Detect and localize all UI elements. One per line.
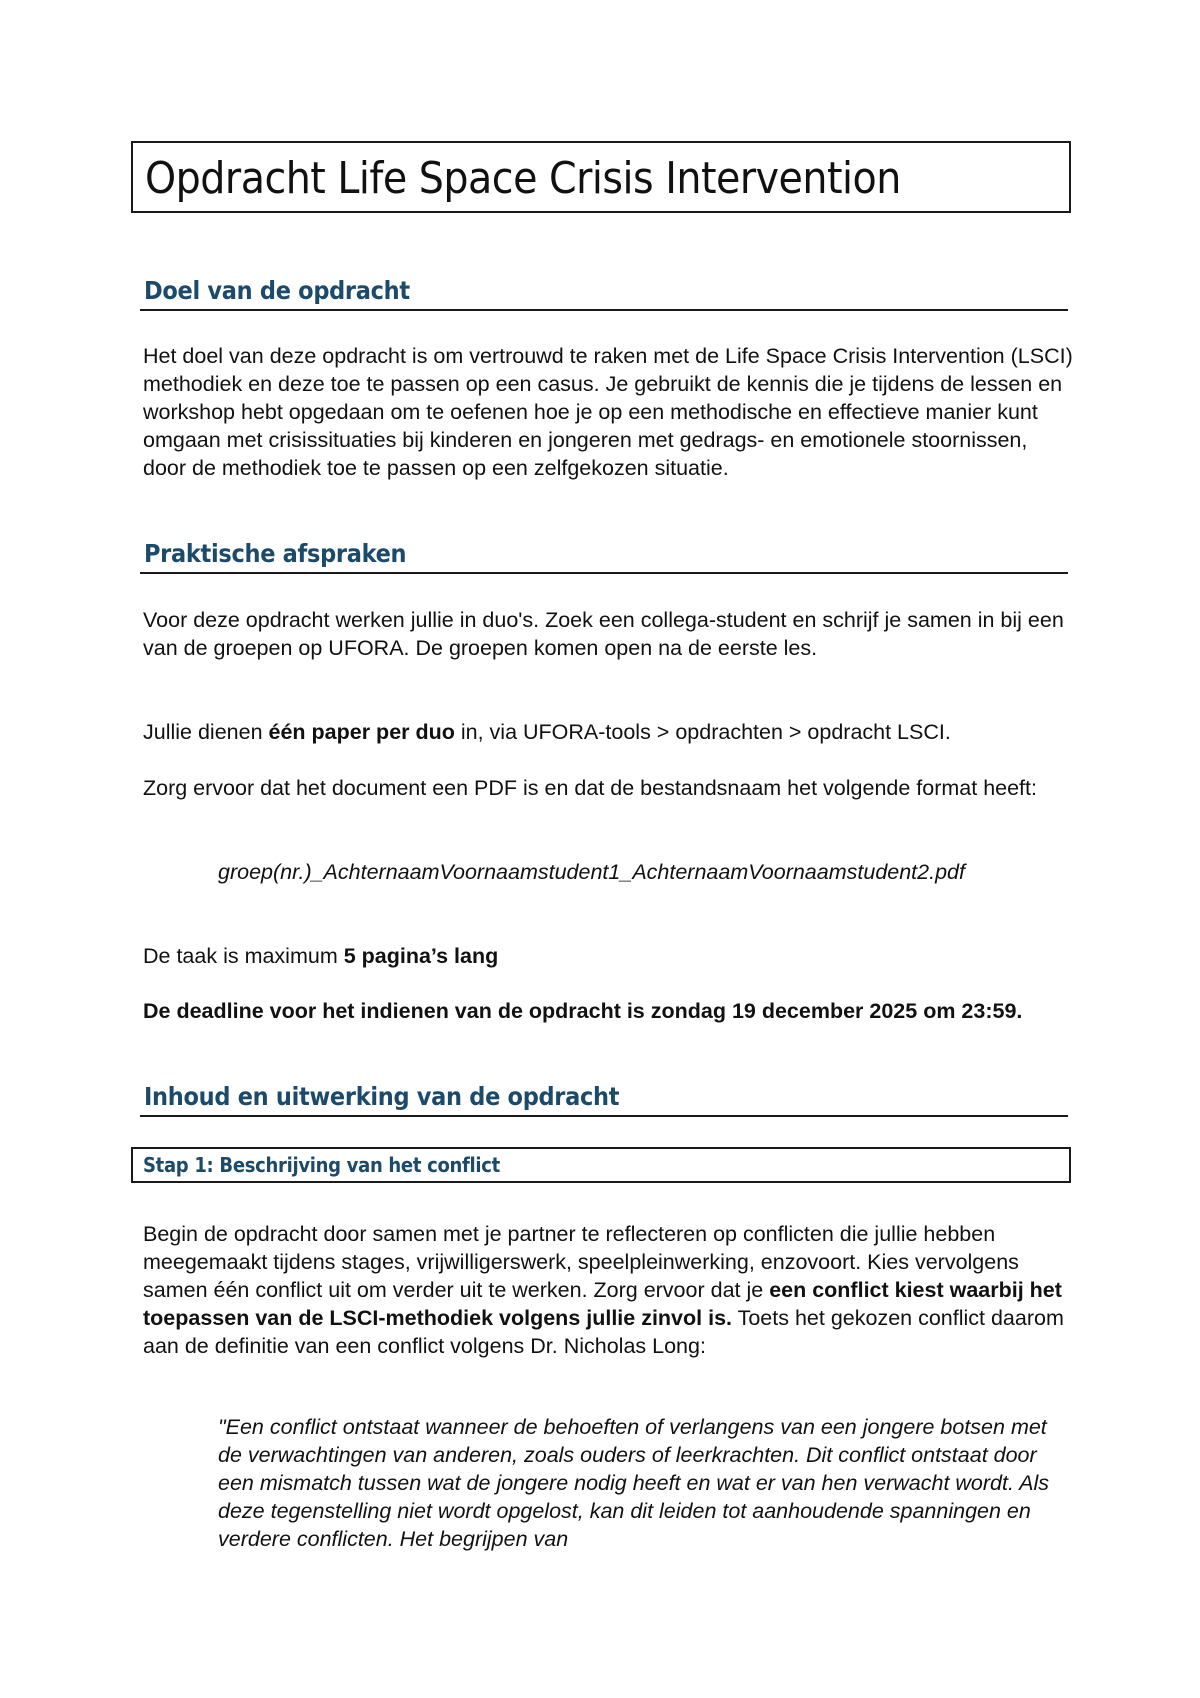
section-heading-inhoud bbox=[140, 1079, 1068, 1117]
praktisch-paragraph-4 bbox=[143, 942, 1073, 970]
praktisch-paragraph-2 bbox=[143, 718, 1073, 746]
section-title-inhoud: Inhoud en uitwerking van de opdracht bbox=[144, 1082, 620, 1111]
inhoud-p1-post: Toets het gekozen conflict daarom aan de definitie van een conflict volgens Dr. Nicholas Long: bbox=[143, 1306, 1064, 1358]
section-heading-praktisch bbox=[140, 536, 1068, 574]
long-definition-quote: "Een conflict ontstaat wanneer de behoeften of verlangens van een jongere botsen met de verwachtingen van anderen, zoals ouders of leerkrachten. Dit conflict ontstaat door een mismatch tussen wat de jongere nodig heeft en wat er van hen verwacht wordt. Als deze tegenstelling niet wordt opgelost, kan dit leiden tot aanhoudende spanningen en verdere conflicten. Het begrijpen van bbox=[218, 1415, 1049, 1551]
page-title: Opdracht Life Space Crisis Intervention bbox=[145, 153, 901, 204]
section-heading-doel bbox=[140, 273, 1068, 311]
praktisch-paragraph-1: Voor deze opdracht werken jullie in duo's. Zoek een collega-student en schrijf je samen in bij een van de groepen op UFORA. De groepen komen open na de eerste les. bbox=[143, 608, 1064, 660]
filename-format: groep(nr.)_AchternaamVoornaamstudent1_AchternaamVoornaamstudent2.pdf bbox=[218, 860, 965, 884]
p2-text-post: in, via UFORA-tools > opdrachten > opdracht LSCI. bbox=[454, 720, 951, 744]
inhoud-p1-bold: een conflict kiest waarbij het toepassen van de LSCI-methodiek volgens jullie zinvol is. bbox=[143, 1278, 1062, 1330]
praktisch-paragraph-3: Zorg ervoor dat het document een PDF is en dat de bestandsnaam het volgende format heeft: bbox=[143, 776, 1037, 800]
inhoud-paragraph-1 bbox=[143, 1220, 1073, 1360]
step1-heading-box bbox=[131, 1147, 1071, 1183]
section-title-praktisch: Praktische afspraken bbox=[144, 539, 407, 568]
section-title-doel: Doel van de opdracht bbox=[144, 276, 410, 305]
p2-text-pre: Jullie dienen bbox=[143, 720, 269, 744]
title-box bbox=[131, 141, 1071, 213]
deadline-paragraph: De deadline voor het indienen van de opdracht is zondag 19 december 2025 om 23:59. bbox=[143, 999, 1023, 1023]
p4-text-pre: De taak is maximum bbox=[143, 944, 344, 968]
p2-text-bold: één paper per duo bbox=[268, 720, 455, 744]
inhoud-p1-pre: Begin de opdracht door samen met je partner te reflecteren op conflicten die jullie hebben meegemaakt tijdens stages, vrijwilligerswerk, speelpleinwerking, enzovoort. Kies vervolgens samen één conflict uit om verder uit te werken. Zorg ervoor dat je bbox=[143, 1222, 1019, 1302]
doel-paragraph: Het doel van deze opdracht is om vertrouwd te raken met de Life Space Crisis Intervention (LSCI) methodiek en deze toe te passen op een casus. Je gebruikt de kennis die je tijdens de lessen en workshop hebt opgedaan om te oefenen hoe je op een methodische en effectieve manier kunt omgaan met crisissituaties bij kinderen en jongeren met gedrags- en emotionele stoornissen, door de methodiek toe te passen op een zelfgekozen situatie. bbox=[143, 344, 1073, 480]
step1-title: Stap 1: Beschrijving van het conflict bbox=[143, 1153, 500, 1177]
p4-text-bold: 5 pagina’s lang bbox=[343, 944, 499, 968]
